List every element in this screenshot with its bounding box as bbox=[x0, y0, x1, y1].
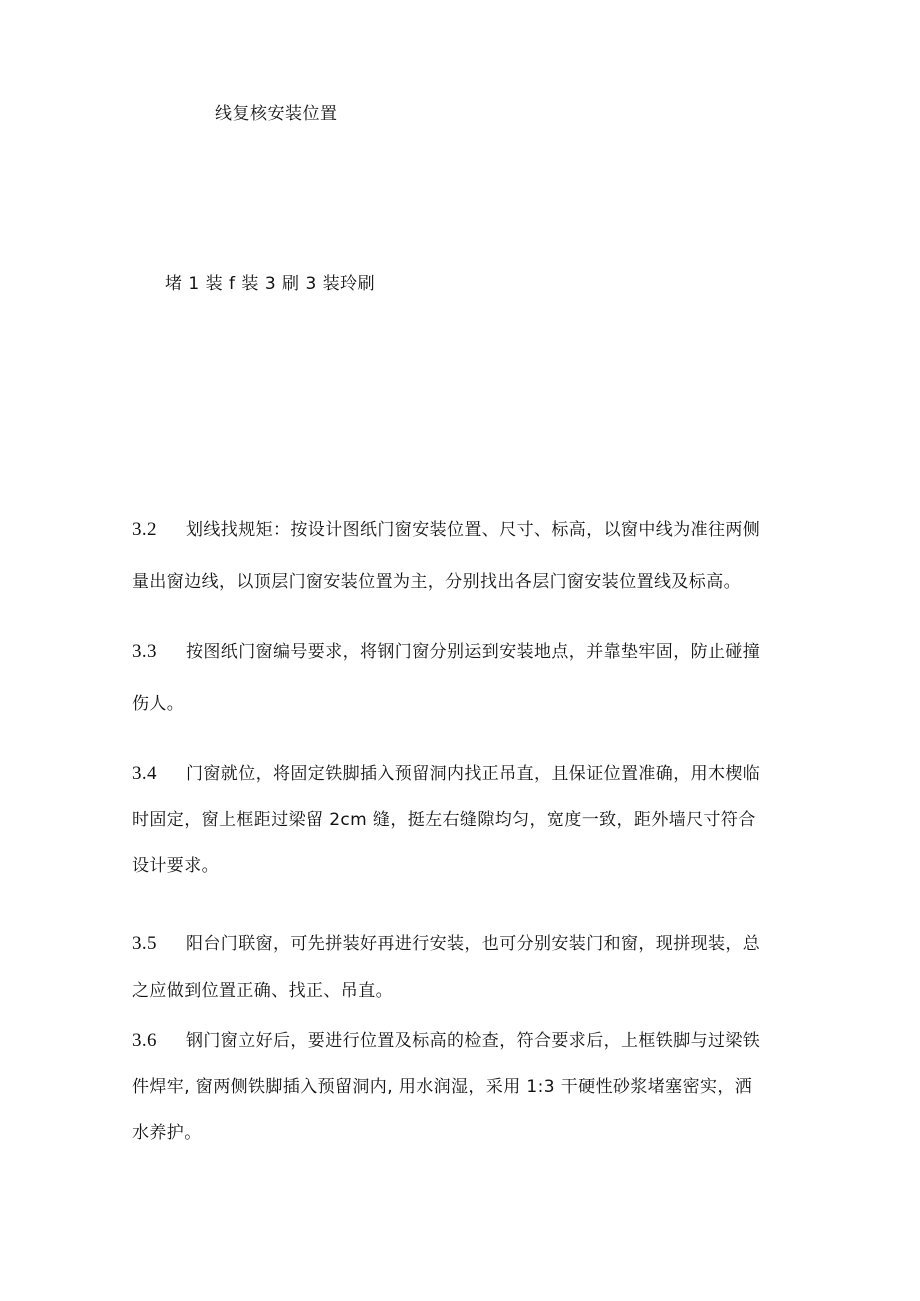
step-line bbox=[132, 934, 792, 954]
step-text: 划线找规矩：按设计图纸门窗安装位置、尺寸、标高，以窗中线为准往两侧 bbox=[186, 520, 761, 540]
step-number: 3.2 bbox=[132, 519, 157, 540]
step-line: 伤人。 bbox=[132, 694, 185, 714]
step-text: 按图纸门窗编号要求，将钢门窗分别运到安装地点，并靠垫牢固，防止碰撞 bbox=[186, 642, 761, 662]
step-number: 3.4 bbox=[132, 763, 157, 784]
step-line bbox=[132, 764, 792, 784]
step-3-6 bbox=[132, 1031, 792, 1143]
step-line: 件焊牢, 窗两侧铁脚插入预留洞内, 用水润湿，采用 1:3 干硬性砂浆堵塞密实，洒 bbox=[132, 1077, 753, 1097]
step-line: 水养护。 bbox=[132, 1123, 202, 1143]
step-number: 3.6 bbox=[132, 1030, 157, 1051]
step-line bbox=[132, 642, 792, 662]
step-text: 门窗就位，将固定铁脚插入预留洞内找正吊直，且保证位置准确，用木楔临 bbox=[186, 764, 761, 784]
step-line: 时固定，窗上框距过梁留 2cm 缝，挺左右缝隙均匀，宽度一致，距外墙尺寸符合 bbox=[132, 810, 756, 830]
step-3-2 bbox=[132, 520, 792, 592]
step-line: 量出窗边线，以顶层门窗安装位置为主，分别找出各层门窗安装位置线及标高。 bbox=[132, 572, 741, 592]
step-line: 设计要求。 bbox=[132, 856, 219, 876]
step-3-4 bbox=[132, 764, 792, 876]
step-number: 3.5 bbox=[132, 933, 157, 954]
step-line: 之应做到位置正确、找正、吊直。 bbox=[132, 981, 393, 1001]
fragment-text-2: 堵 1 装 f 装 3 刷 3 装玲刷 bbox=[165, 274, 376, 294]
step-text: 钢门窗立好后，要进行位置及标高的检查，符合要求后，上框铁脚与过梁铁 bbox=[186, 1031, 761, 1051]
step-number: 3.3 bbox=[132, 641, 157, 662]
step-3-3 bbox=[132, 642, 792, 714]
step-3-5 bbox=[132, 934, 792, 1001]
step-line bbox=[132, 1031, 792, 1051]
step-text: 阳台门联窗，可先拼装好再进行安装，也可分别安装门和窗，现拼现装，总 bbox=[186, 934, 761, 954]
step-line bbox=[132, 520, 792, 540]
fragment-text-1: 线复核安装位置 bbox=[215, 104, 338, 124]
